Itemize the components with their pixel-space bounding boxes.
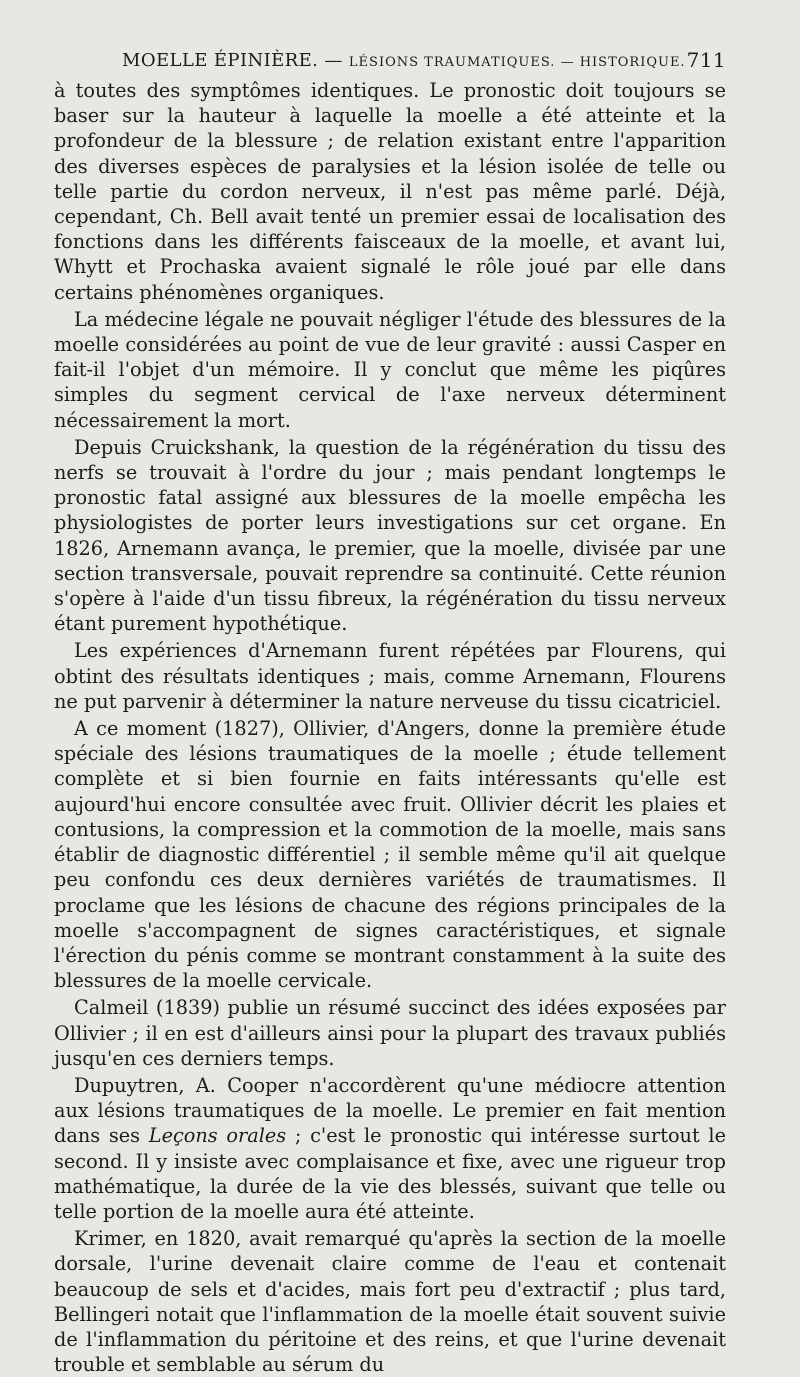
paragraph-2: La médecine légale ne pouvait négliger l'étude des blessures de la moelle considérées au point de vue de leur gravité : aussi Casper en fait-il l'objet d'un mémoire. Il y conclut que même les piqûres simples du segment cervical de l'axe nerveux déterminent nécessairement la mort. [54, 307, 726, 432]
paragraph-6: Calmeil (1839) publie un résumé succinct des idées exposées par Ollivier ; il en est d'ailleurs ainsi pour la plupart des travaux publiés jusqu'en ces derniers temps. [54, 996, 726, 1070]
running-title-section: LÉSIONS TRAUMATIQUES. — HISTORIQUE. [348, 55, 686, 70]
running-header [54, 44, 726, 78]
book-title-lecons-orales: Leçons orales [148, 1124, 287, 1148]
paragraph-1: à toutes des symptômes identiques. Le pronostic doit toujours se baser sur la hauteur à laquelle la moelle a été atteinte et la profondeur de la blessure ; de relation existant entre l'apparition des diverses espèces de paralysies et la lésion isolée de telle ou telle partie du cordon nerveux, il n'est pas même parlé. Déjà, cependant, Ch. Bell avait tenté un premier essai de localisation des fonctions dans les différents faisceaux de la moelle, et avant lui, Whytt et Prochaska avaient signalé le rôle joué par elle dans certains phénomènes organiques. [54, 79, 726, 304]
paragraph-7 [54, 1073, 726, 1224]
paragraph-7-end: ; c'est le pronostic qui intéresse surtout le second. Il y insiste avec complaisance et fixe, avec une rigueur trop mathématique, la durée de la vie des blessés, suivant que telle ou telle portion de la moelle aura été atteinte. [54, 1124, 726, 1223]
paragraph-4: Les expériences d'Arnemann furent répétées par Flourens, qui obtint des résultats identiques ; mais, comme Arnemann, Flourens ne put parvenir à déterminer la nature nerveuse du tissu cicatriciel. [54, 639, 726, 713]
paragraph-5: A ce moment (1827), Ollivier, d'Angers, donne la première étude spéciale des lésions traumatiques de la moelle ; étude tellement complète et si bien fournie en faits intéressants qu'elle est aujourd'hui encore consultée avec fruit. Ollivier décrit les plaies et contusions, la compression et la commotion de la moelle, mais sans établir de diagnostic différentiel ; il semble même qu'il ait quelque peu confondu ces deux dernières variétés de traumatismes. Il proclame que les lésions de chacune des régions principales de la moelle s'accompagnent de signes caractéristiques, et signale l'érection du pénis comme se montrant constamment à la suite des blessures de la moelle cervicale. [54, 717, 726, 993]
paragraph-8: Krimer, en 1820, avait remarqué qu'après la section de la moelle dorsale, l'urine devenait claire comme de l'eau et contenait beaucoup de sels et d'acides, mais fort peu d'extractif ; plus tard, Bellingeri notait que l'inflammation de la moelle était souvent suivie de l'inflammation du péritoine et des reins, et que l'urine devenait trouble et semblable au sérum du [54, 1227, 726, 1377]
page-number: 711 [686, 48, 726, 72]
paragraph-3: Depuis Cruickshank, la question de la régénération du tissu des nerfs se trouvait à l'ordre du jour ; mais pendant longtemps le pronostic fatal assigné aux blessures de la moelle empêcha les physiologistes de porter leurs investigations sur cet organe. En 1826, Arnemann avança, le premier, que la moelle, divisée par une section transversale, pouvait reprendre sa continuité. Cette réunion s'opère à l'aide d'un tissu fibreux, la régénération du tissu nerveux étant purement hypothétique. [54, 435, 726, 636]
running-title [122, 50, 686, 71]
body-text [54, 78, 726, 1377]
running-title-main: MOELLE ÉPINIÈRE. — [122, 50, 343, 71]
paragraph-7-start: Dupuytren, A. Cooper n'accordèrent qu'une médiocre attention aux lésions traumatiques de la moelle. Le premier en fait mention dans ses [54, 1073, 726, 1148]
